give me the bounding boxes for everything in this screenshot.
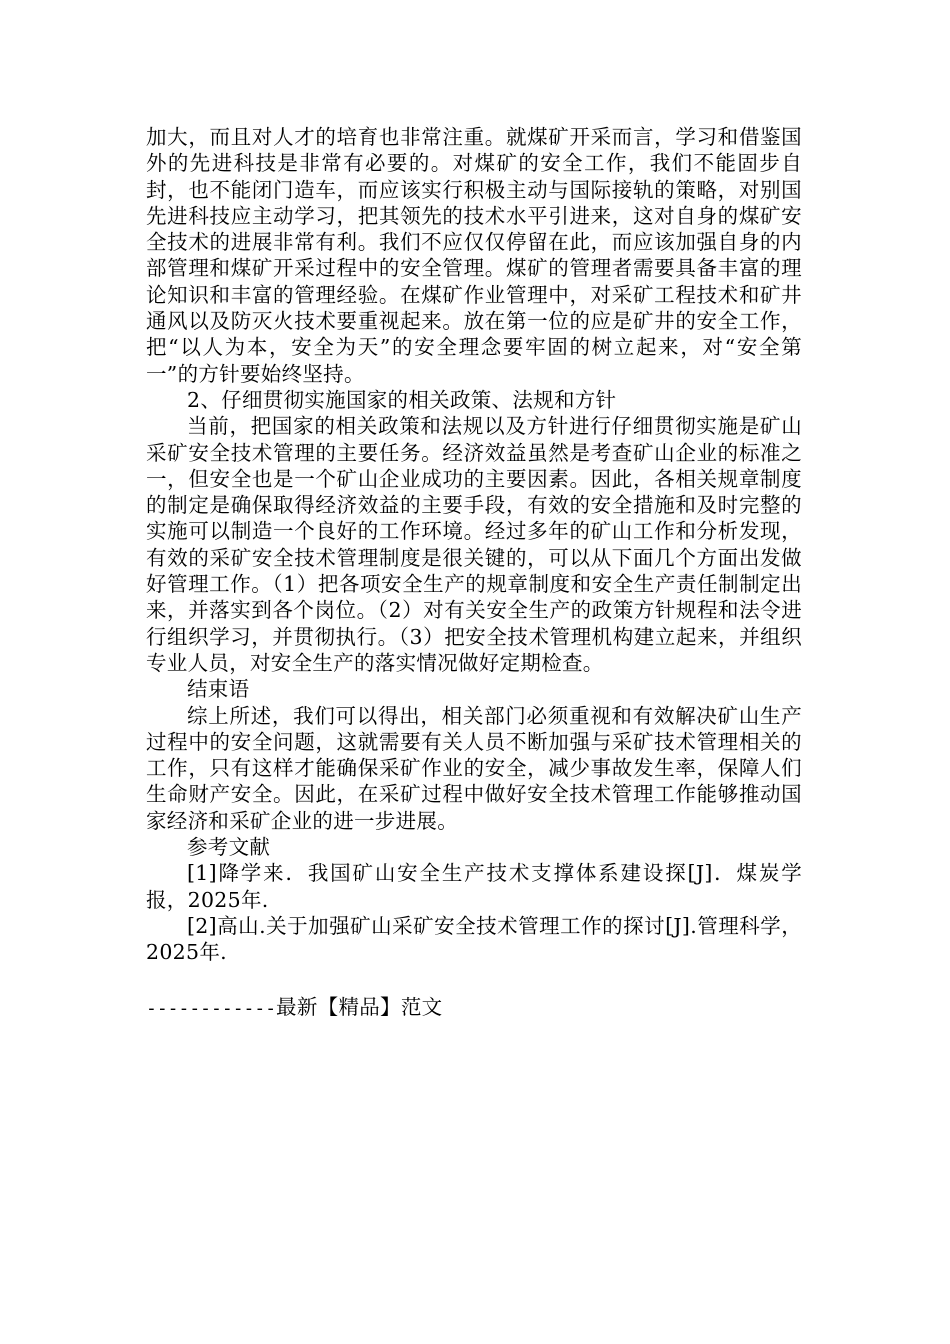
references-heading: 参考文献 <box>187 835 271 860</box>
footer-label: 最新【精品】范文 <box>276 995 443 1019</box>
document-body <box>146 124 802 966</box>
body-paragraph: 当前，把国家的相关政策和法规以及方针进行仔细贯彻实施是矿山采矿安全技术管理的主要任务。经济效益虽然是考查矿山企业的标准之一，但安全也是一个矿山企业成功的主要因素。因此，各相关规章制度的制定是确保取得经济效益的主要手段，有效的安全措施和及时完整的实施可以制造一个良好的工作环境。经过多年的矿山工作和分析发现，有效的采矿安全技术管理制度是很关键的，可以从下面几个方面出发做好管理工作。（1）把各项安全生产的规章制度和安全生产责任制制定出来，并落实到各个岗位。（2）对有关安全生产的政策方针规程和法令进行组织学习，并贯彻执行。（3）把安全技术管理机构建立起来，并组织专业人员，对安全生产的落实情况做好定期检查。 <box>146 414 802 675</box>
footer-dashes: ------------ <box>146 998 277 1019</box>
body-paragraph: 综上所述，我们可以得出，相关部门必须重视和有效解决矿山生产过程中的安全问题，这就需要有关人员不断加强与采矿技术管理相关的工作，只有这样才能确保采矿作业的安全，减少事故发生率，保障人们生命财产安全。因此，在采矿过程中做好安全技术管理工作能够推动国家经济和采矿企业的进一步进展。 <box>146 703 802 833</box>
reference-item: [1]降学来．我国矿山安全生产技术支撑体系建设探[J]．煤炭学报，2025年. <box>146 861 802 912</box>
page-footer <box>146 994 442 1022</box>
reference-item: [2]高山.关于加强矿山采矿安全技术管理工作的探讨[J].管理科学，2025年. <box>146 913 802 965</box>
section-heading: 2、仔细贯彻实施国家的相关政策、法规和方针 <box>187 387 617 412</box>
body-paragraph: 加大，而且对人才的培育也非常注重。就煤矿开采而言，学习和借鉴国外的先进科技是非常有必要的。对煤矿的安全工作，我们不能固步自封，也不能闭门造车，而应该实行积极主动与国际接轨的策略，对别国先进科技应主动学习，把其领先的技术水平引进来，这对自身的煤矿安全技术的进展非常有利。我们不应仅仅停留在此，而应该加强自身的内部管理和煤矿开采过程中的安全管理。煤矿的管理者需要具备丰富的理论知识和丰富的管理经验。在煤矿作业管理中，对采矿工程技术和矿井通风以及防灭火技术要重视起来。放在第一位的应是矿井的安全工作，把“以人为本，安全为天”的安全理念要牢固的树立起来，对“安全第一”的方针要始终坚持。 <box>146 125 802 386</box>
conclusion-heading: 结束语 <box>187 677 250 702</box>
